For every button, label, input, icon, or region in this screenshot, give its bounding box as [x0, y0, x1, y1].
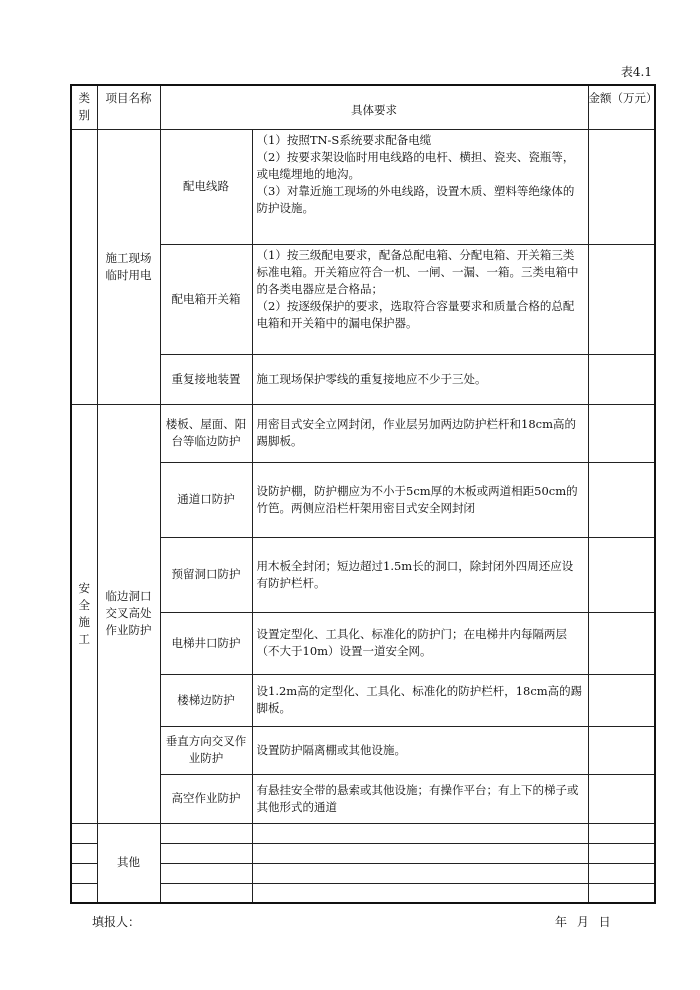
empty-cell: [252, 883, 588, 903]
subcategory-cell: 施工现场临时用电: [97, 129, 160, 404]
filler-label: 填报人：: [92, 915, 141, 929]
item-name-cell: 电梯井口防护: [160, 612, 252, 674]
amount-cell: [588, 244, 655, 354]
item-name-cell: 楼板、屋面、阳台等临边防护: [160, 404, 252, 462]
amount-cell: [588, 462, 655, 537]
amount-cell: [588, 354, 655, 404]
header-row: [71, 85, 655, 129]
item-name-cell: 垂直方向交叉作业防护: [160, 726, 252, 774]
requirement-line: 设1.2m高的定型化、工具化、标准化的防护栏杆，18cm高的踢脚板。: [256, 684, 583, 715]
requirement-line: （1）按三级配电要求，配备总配电箱、分配电箱、开关箱三类标准电箱。开关箱应符合一机、一闸、一漏、一箱。三类电箱中的各类电器应是合格品；: [256, 247, 579, 296]
empty-cell: [71, 823, 97, 843]
requirement-line: 用密目式安全立网封闭，作业层另加两边防护栏杆和18cm高的踢脚板。: [256, 417, 576, 448]
header-item-name: 项目名称: [97, 85, 160, 129]
requirement-cell: [252, 537, 588, 612]
header-requirement: 具体要求: [160, 85, 588, 129]
requirement-cell: [252, 404, 588, 462]
category-cell: [71, 129, 97, 404]
requirement-line: （2）按要求架设临时用电线路的电杆、横担、瓷夹、瓷瓶等，或电缆埋地的地沟。: [256, 149, 575, 181]
requirement-cell: [252, 129, 588, 244]
empty-cell: [252, 863, 588, 883]
amount-cell: [588, 674, 655, 726]
requirement-line: （2）按逐级保护的要求，选取符合容量要求和质量合格的总配电箱和开关箱中的漏电保护器。: [256, 298, 575, 330]
date-label: 年 月 日: [555, 915, 611, 929]
empty-cell: [252, 823, 588, 843]
empty-cell: [160, 883, 252, 903]
item-name-cell: 楼梯边防护: [160, 674, 252, 726]
table-number: 表4.1: [620, 65, 652, 79]
requirement-cell: [252, 612, 588, 674]
amount-cell: [588, 129, 655, 244]
category-cell: 安全施工: [71, 404, 97, 823]
table-row: [71, 129, 655, 244]
item-name-cell: 高空作业防护: [160, 774, 252, 823]
requirement-cell: [252, 774, 588, 823]
header-amount: 金额（万元）: [588, 85, 655, 129]
item-name-cell: 重复接地装置: [160, 354, 252, 404]
item-name-cell: 预留洞口防护: [160, 537, 252, 612]
empty-cell: [160, 863, 252, 883]
table-row: [71, 404, 655, 462]
requirement-line: 设置防护隔离棚或其他设施。: [256, 742, 406, 757]
empty-cell: [588, 823, 655, 843]
requirement-line: （3）对靠近施工现场的外电线路，设置木质、塑料等绝缘体的防护设施。: [256, 183, 575, 215]
subcategory-cell: 临边洞口交叉高处作业防护: [97, 404, 160, 823]
empty-cell: [160, 843, 252, 863]
header-category: 类别: [71, 85, 97, 129]
requirement-line: 设防护棚，防护棚应为不小于5cm厚的木板或两道相距50cm的竹笆。两侧应沿栏杆架用密目式安全网封闭: [256, 483, 578, 515]
empty-cell: [71, 863, 97, 883]
requirement-cell: [252, 674, 588, 726]
amount-cell: [588, 774, 655, 823]
item-name-cell: 通道口防护: [160, 462, 252, 537]
requirement-line: 用木板全封闭；短边超过1.5m长的洞口，除封闭外四周还应设有防护栏杆。: [256, 558, 574, 590]
empty-cell: [71, 883, 97, 903]
item-name-cell: 配电线路: [160, 129, 252, 244]
other-label-cell: 其他: [97, 823, 160, 903]
amount-cell: [588, 537, 655, 612]
amount-cell: [588, 612, 655, 674]
item-name-cell: 配电箱开关箱: [160, 244, 252, 354]
requirement-cell: [252, 354, 588, 404]
empty-cell: [588, 843, 655, 863]
requirement-line: 施工现场保护零线的重复接地应不少于三处。: [256, 371, 487, 386]
requirement-line: （1）按照TN-S系统要求配备电缆: [256, 132, 432, 147]
requirement-cell: [252, 462, 588, 537]
amount-cell: [588, 404, 655, 462]
empty-cell: [588, 883, 655, 903]
table-row: [71, 823, 655, 843]
amount-cell: [588, 726, 655, 774]
safety-cost-table: [70, 84, 656, 904]
empty-cell: [588, 863, 655, 883]
empty-cell: [252, 843, 588, 863]
empty-cell: [71, 843, 97, 863]
requirement-cell: [252, 244, 588, 354]
requirement-line: 设置定型化、工具化、标准化的防护门；在电梯井内每隔两层（不大于10m）设置一道安全网。: [256, 627, 567, 658]
requirement-cell: [252, 726, 588, 774]
requirement-line: 有悬挂安全带的悬索或其他设施；有操作平台；有上下的梯子或其他形式的通道: [256, 782, 579, 814]
empty-cell: [160, 823, 252, 843]
